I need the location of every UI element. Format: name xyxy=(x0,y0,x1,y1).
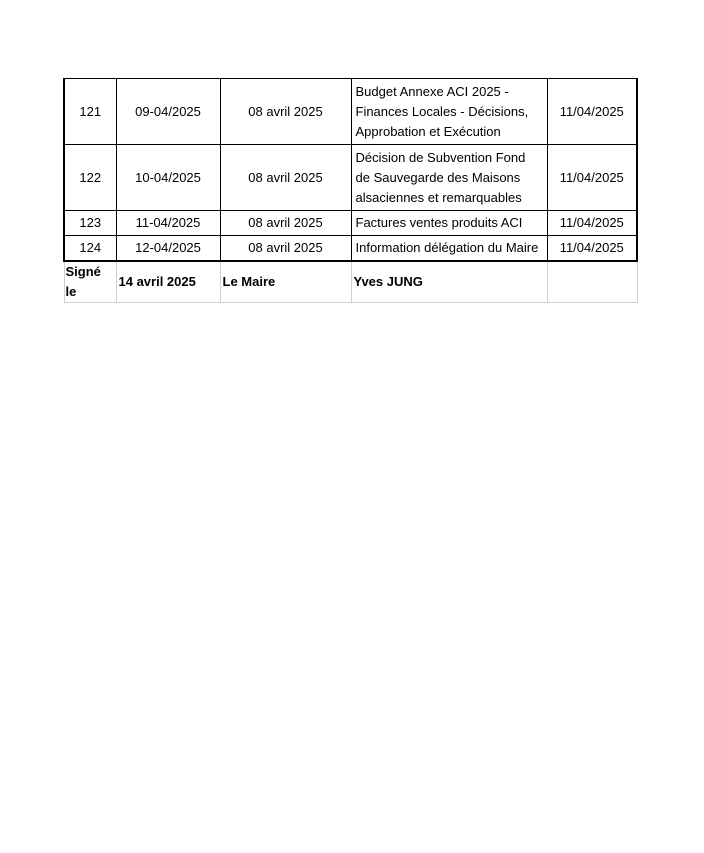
row-subject: Budget Annexe ACI 2025 - Finances Locales - Décisions, Approbation et Exécution xyxy=(351,79,547,145)
decision-register-table xyxy=(63,78,638,303)
signed-date: 14 avril 2025 xyxy=(116,261,220,303)
row-published-date: 11/04/2025 xyxy=(547,211,637,236)
row-number: 122 xyxy=(64,145,116,211)
table-row xyxy=(64,145,637,211)
row-reference: 10-04/2025 xyxy=(116,145,220,211)
row-published-date: 11/04/2025 xyxy=(547,79,637,145)
row-reference: 12-04/2025 xyxy=(116,236,220,262)
row-subject: Décision de Subvention Fond de Sauvegarde des Maisons alsaciennes et remarquables xyxy=(351,145,547,211)
row-reference: 11-04/2025 xyxy=(116,211,220,236)
signed-label: Signé le xyxy=(64,261,116,303)
row-reference: 09-04/2025 xyxy=(116,79,220,145)
row-decision-date: 08 avril 2025 xyxy=(220,236,351,262)
row-subject: Information délégation du Maire xyxy=(351,236,547,262)
row-decision-date: 08 avril 2025 xyxy=(220,145,351,211)
signature-row xyxy=(64,261,637,303)
row-subject: Factures ventes produits ACI xyxy=(351,211,547,236)
row-decision-date: 08 avril 2025 xyxy=(220,211,351,236)
row-decision-date: 08 avril 2025 xyxy=(220,79,351,145)
row-number: 121 xyxy=(64,79,116,145)
row-number: 123 xyxy=(64,211,116,236)
signatory-role: Le Maire xyxy=(220,261,351,303)
table-row xyxy=(64,211,637,236)
table-row xyxy=(64,236,637,262)
table-row xyxy=(64,79,637,145)
signatory-name: Yves JUNG xyxy=(351,261,547,303)
row-published-date: 11/04/2025 xyxy=(547,236,637,262)
row-number: 124 xyxy=(64,236,116,262)
signature-empty-cell xyxy=(547,261,637,303)
row-published-date: 11/04/2025 xyxy=(547,145,637,211)
